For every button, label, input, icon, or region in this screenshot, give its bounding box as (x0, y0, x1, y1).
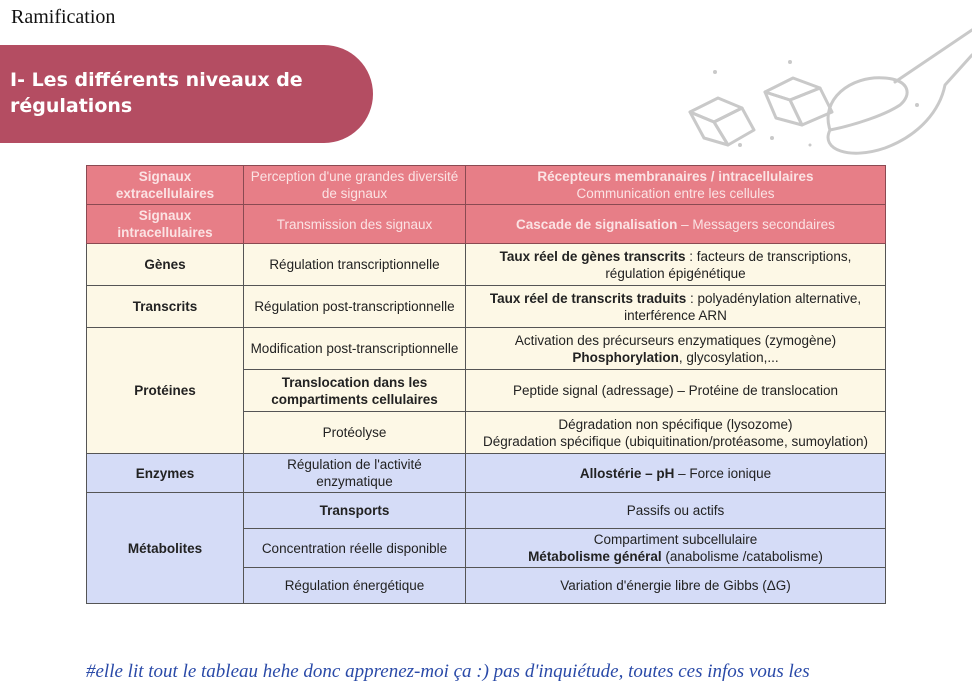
category-cell: Gènes (87, 244, 244, 286)
level-cell: Translocation dans les compartiments cellulaires (244, 370, 466, 412)
details-line (472, 548, 879, 565)
table-row (87, 166, 886, 205)
details-cell (466, 493, 886, 529)
details-text: Dégradation spécifique (ubiquitination/protéasome, sumoylation) (483, 433, 868, 449)
details-line (472, 185, 879, 202)
level-cell: Régulation transcriptionnelle (244, 244, 466, 286)
details-text: – Messagers secondaires (677, 216, 835, 232)
details-line (472, 531, 879, 548)
details-bold: Phosphorylation (572, 349, 679, 365)
table-row (87, 328, 886, 370)
regulation-table (86, 165, 885, 604)
category-cell: Signaux intracellulaires (87, 205, 244, 244)
details-line (472, 502, 879, 519)
details-cell (466, 370, 886, 412)
details-line (472, 382, 879, 399)
table-row (87, 493, 886, 529)
sugar-cube-icon (765, 78, 832, 125)
details-text: – Force ionique (674, 465, 772, 481)
sugar-cube-icon (690, 98, 754, 145)
details-bold: Taux réel de transcrits traduits (489, 290, 687, 306)
details-text: Peptide signal (adressage) – Protéine de translocation (513, 383, 838, 398)
spoon-icon (828, 30, 972, 153)
details-line (472, 216, 879, 233)
category-cell: Enzymes (87, 454, 244, 493)
details-cell (466, 529, 886, 568)
section-banner (0, 45, 373, 143)
details-text: Activation des précurseurs enzymatiques (zymogène) (514, 332, 837, 348)
details-cell (466, 166, 886, 205)
details-text: Dégradation non spécifique (lysozome) (558, 416, 793, 432)
details-cell (466, 244, 886, 286)
details-text: Compartiment subcellulaire (593, 532, 758, 547)
category-cell: Métabolites (87, 493, 244, 604)
level-cell: Perception d'une grandes diversité de signaux (244, 166, 466, 205)
details-line (472, 465, 879, 482)
details-text: Passifs ou actifs (626, 503, 725, 518)
annotation-note: #elle lit tout le tableau hehe donc apprenez-moi ça :) pas d'inquiétude, toutes ces infos vous les (86, 661, 810, 682)
details-line (472, 433, 879, 450)
details-cell (466, 454, 886, 493)
details-line (472, 349, 879, 366)
details-cell (466, 412, 886, 454)
details-cell (466, 205, 886, 244)
details-text: , glycosylation,... (678, 349, 779, 365)
details-text: : facteurs de transcriptions, régulation épigénétique (605, 248, 852, 281)
table-row (87, 286, 886, 328)
level-cell: Régulation de l'activité enzymatique (244, 454, 466, 493)
level-cell: Protéolyse (244, 412, 466, 454)
section-heading: I- Les différents niveaux de régulations (10, 69, 303, 117)
level-cell: Régulation énergétique (244, 568, 466, 604)
category-cell: Signaux extracellulaires (87, 166, 244, 205)
details-bold: Métabolisme général (528, 549, 662, 564)
category-cell: Protéines (87, 328, 244, 454)
document-title: Ramification (11, 6, 116, 28)
details-bold: Récepteurs membranaires / intracellulaires (537, 169, 814, 184)
details-bold: Allostérie – pH (579, 465, 675, 481)
details-text: : polyadénylation alternative, interférence ARN (624, 290, 862, 323)
details-line (472, 332, 879, 349)
level-cell: Transports (244, 493, 466, 529)
details-bold: Taux réel de gènes transcrits (499, 248, 686, 264)
details-cell (466, 328, 886, 370)
details-line (472, 290, 879, 324)
details-line (472, 577, 879, 594)
level-cell: Transmission des signaux (244, 205, 466, 244)
details-line (472, 248, 879, 282)
details-text: (anabolisme /catabolisme) (661, 549, 823, 564)
level-cell: Régulation post-transcriptionnelle (244, 286, 466, 328)
sugar-spoon-decoration (680, 0, 972, 170)
category-cell: Transcrits (87, 286, 244, 328)
details-line (472, 416, 879, 433)
details-cell (466, 286, 886, 328)
level-cell: Modification post-transcriptionnelle (244, 328, 466, 370)
table-row (87, 205, 886, 244)
details-cell (466, 568, 886, 604)
details-bold: Cascade de signalisation (516, 216, 678, 232)
details-text: Variation d'énergie libre de Gibbs (ΔG) (560, 578, 791, 593)
level-cell: Concentration réelle disponible (244, 529, 466, 568)
details-text: Communication entre les cellules (576, 186, 775, 201)
details-line (472, 168, 879, 185)
table-row (87, 454, 886, 493)
table-row (87, 244, 886, 286)
